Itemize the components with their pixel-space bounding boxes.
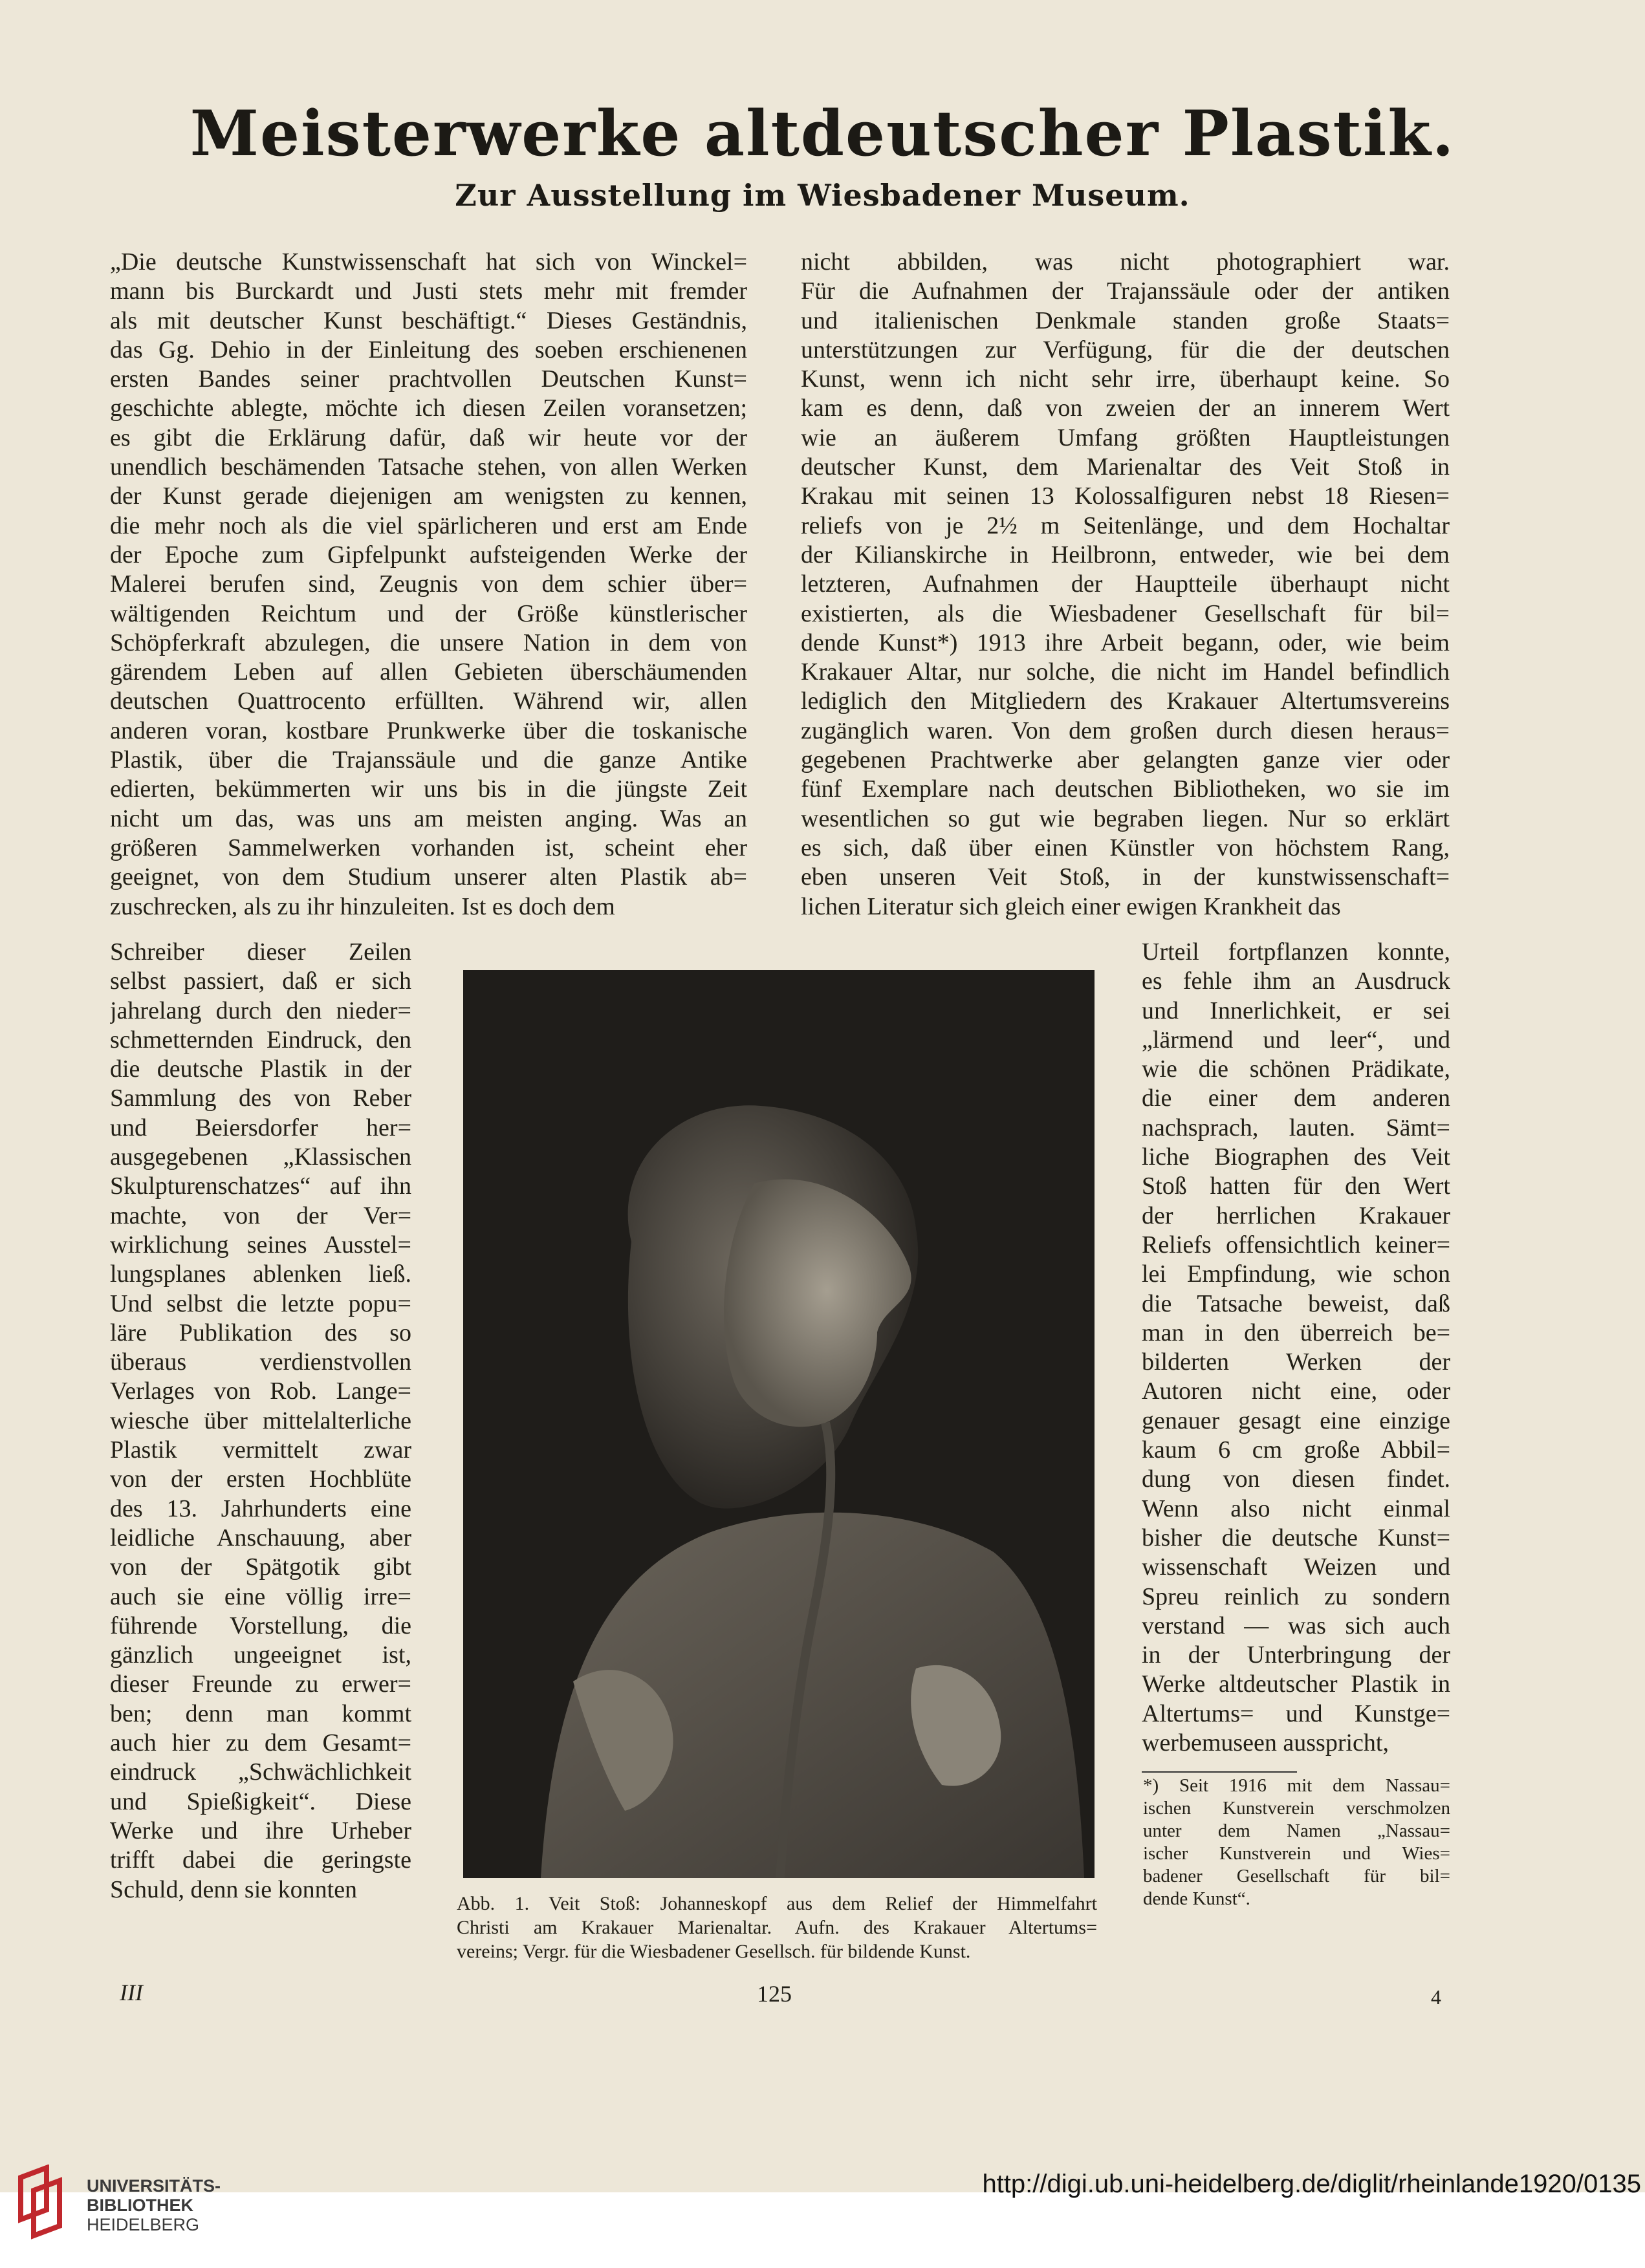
text-line: leidliche Anschauung, aber: [110, 1524, 411, 1551]
text-line: kam es denn, daß von zweien der an innerem Wert: [801, 394, 1450, 422]
text-line: geeignet, von dem Studium unserer alten Plastik ab=: [110, 863, 747, 891]
text-line: Urteil fortpflanzen konnte,: [1142, 938, 1450, 966]
text-line: wesentlichen so gut wie begraben liegen. Nur so erklärt: [801, 805, 1450, 832]
text-line: Altertums= und Kunstge=: [1142, 1700, 1450, 1727]
article-subtitle: Zur Ausstellung im Wiesbadener Museum.: [455, 178, 1190, 213]
text-line: lei Empfindung, wie schon: [1142, 1260, 1450, 1288]
text-line: geschichte ablegte, möchte ich diesen Zeilen voransetzen;: [110, 394, 747, 422]
sculpture-photo: [463, 970, 1095, 1878]
text-line: „Die deutsche Kunstwissenschaft hat sich von Winckel=: [110, 248, 747, 275]
text-line: Christi am Krakauer Marienaltar. Aufn. des Krakauer Altertums=: [457, 1917, 1097, 1938]
university-library-logo-icon: [14, 2165, 71, 2242]
text-line: des 13. Jahrhunderts eine: [110, 1495, 411, 1522]
article-title: Meisterwerke altdeutscher Plastik.: [190, 97, 1455, 170]
text-line: Autoren nicht eine, oder: [1142, 1377, 1450, 1405]
text-line: Schuld, denn sie konnten: [110, 1875, 358, 1903]
text-line: ersten Bandes seiner prachtvollen Deutschen Kunst=: [110, 365, 747, 393]
text-line: von der Spätgotik gibt: [110, 1553, 411, 1581]
text-line: badener Gesellschaft für bil=: [1143, 1866, 1450, 1886]
library-name-line: UNIVERSITÄTS-: [87, 2176, 221, 2196]
text-line: nicht abbilden, was nicht photographiert war.: [801, 248, 1450, 275]
text-line: Reliefs offensichtlich keiner=: [1142, 1231, 1450, 1258]
text-line: edierten, bekümmerten wir uns bis in die jüngste Zeit: [110, 775, 747, 803]
text-line: dung von diesen findet.: [1142, 1465, 1450, 1493]
text-line: Krakauer Altar, nur solche, die nicht im Handel befindlich: [801, 658, 1450, 686]
text-line: Stoß hatten für den Wert: [1142, 1172, 1450, 1200]
text-line: und Beiersdorfer her=: [110, 1114, 411, 1141]
text-line: nicht um das, was uns am meisten anging. Was an: [110, 805, 747, 832]
text-line: der Kilianskirche in Heilbronn, entweder, wie bei dem: [801, 541, 1450, 568]
text-line: gegebenen Prachtwerke aber gelangten ganze vier oder: [801, 746, 1450, 774]
text-line: wältigenden Reichtum und der Größe künstlerischer: [110, 599, 747, 627]
sheet-number: 4: [1431, 1985, 1441, 2009]
text-line: es fehle ihm an Ausdruck: [1142, 967, 1450, 995]
text-line: werbemuseen ausspricht,: [1142, 1729, 1389, 1757]
text-line: der Kunst gerade diejenigen am wenigsten zu kennen,: [110, 482, 747, 510]
text-line: deutschen Quattrocento erfüllten. Während wir, allen: [110, 687, 747, 715]
text-line: vereins; Vergr. für die Wiesbadener Gesellsch. für bildende Kunst.: [457, 1941, 971, 1962]
text-line: wie an äußerem Umfang größten Hauptleistungen: [801, 424, 1450, 451]
text-line: deutscher Kunst, dem Marienaltar des Veit Stoß in: [801, 453, 1450, 481]
text-line: eben unseren Veit Stoß, in der kunstwissenschaft=: [801, 863, 1450, 891]
footnote: [1143, 1775, 1450, 1910]
text-line: ausgegebenen „Klassischen: [110, 1143, 411, 1171]
text-line: unendlich beschämenden Tatsache stehen, von allen Werken: [110, 453, 747, 481]
left-column-narrow: [110, 938, 411, 1905]
text-line: Plastik, über die Trajanssäule und die ganze Antike: [110, 746, 747, 774]
text-line: zugänglich waren. Von dem großen durch diesen heraus=: [801, 717, 1450, 744]
text-line: letzteren, Aufnahmen der Hauptteile überhaupt nicht: [801, 570, 1450, 598]
source-url-link[interactable]: http://digi.ub.uni-heidelberg.de/diglit/rheinlande1920/0135: [982, 2170, 1641, 2198]
text-line: schmetternden Eindruck, den: [110, 1026, 411, 1053]
text-line: ischen Kunstverein verschmolzen: [1143, 1798, 1450, 1819]
text-line: lungsplanes ablenken ließ.: [110, 1260, 411, 1288]
text-line: genauer gesagt eine einzige: [1142, 1407, 1450, 1434]
page-number: 125: [757, 1981, 792, 2007]
text-line: Wenn also nicht einmal: [1142, 1495, 1450, 1522]
text-line: bilderten Werken der: [1142, 1348, 1450, 1376]
text-line: ben; denn man kommt: [110, 1700, 411, 1727]
text-line: wirklichung seines Ausstel=: [110, 1231, 411, 1258]
text-line: anderen voran, kostbare Prunkwerke über die toskanische: [110, 717, 747, 744]
text-line: Krakau mit seinen 13 Kolossalfiguren nebst 18 Riesen=: [801, 482, 1450, 510]
text-line: Skulpturenschatzes“ auf ihn: [110, 1172, 411, 1200]
text-line: läre Publikation des so: [110, 1319, 411, 1346]
text-line: und Innerlichkeit, er sei: [1142, 997, 1450, 1024]
text-line: dende Kunst“.: [1143, 1888, 1250, 1909]
text-line: auch sie eine völlig irre=: [110, 1582, 411, 1610]
library-name-line: HEIDELBERG: [87, 2215, 200, 2234]
text-line: „lärmend und leer“, und: [1142, 1026, 1450, 1053]
text-line: auch hier zu dem Gesamt=: [110, 1729, 411, 1757]
text-line: der herrlichen Krakauer: [1142, 1202, 1450, 1229]
text-line: der Epoche zum Gipfelpunkt aufsteigenden Werke der: [110, 541, 747, 568]
text-line: jahrelang durch den nieder=: [110, 997, 411, 1024]
text-line: unterstützungen zur Verfügung, für die der deutschen: [801, 336, 1450, 363]
text-line: führende Vorstellung, die: [110, 1612, 411, 1639]
right-column-top: [801, 248, 1450, 922]
text-line: ischer Kunstverein und Wies=: [1143, 1843, 1450, 1864]
right-column-narrow: [1142, 938, 1450, 1758]
sculpture-head-image: [463, 970, 1095, 1878]
library-name-line: BIBLIOTHEK: [87, 2196, 193, 2215]
text-line: machte, von der Ver=: [110, 1202, 411, 1229]
text-line: mann bis Burckardt und Justi stets mehr mit fremder: [110, 277, 747, 305]
text-line: existierten, als die Wiesbadener Gesellschaft für bil=: [801, 599, 1450, 627]
footnote-rule: [1142, 1771, 1297, 1773]
text-line: Werke altdeutscher Plastik in: [1142, 1670, 1450, 1698]
footer-bar: [0, 2192, 1645, 2268]
text-line: selbst passiert, daß er sich: [110, 967, 411, 995]
text-line: lichen Literatur sich gleich einer ewigen Krankheit das: [801, 892, 1341, 920]
text-line: die mehr noch als die viel spärlicheren und erst am Ende: [110, 512, 747, 539]
text-line: Und selbst die letzte popu=: [110, 1290, 411, 1317]
text-line: es gibt die Erklärung dafür, daß wir heute vor der: [110, 424, 747, 451]
text-line: eindruck „Schwächlichkeit: [110, 1758, 411, 1786]
text-line: verstand — was sich auch: [1142, 1612, 1450, 1639]
text-line: Kunst, wenn ich nicht sehr irre, überhaupt keine. So: [801, 365, 1450, 393]
text-line: als mit deutscher Kunst beschäftigt.“ Dieses Geständnis,: [110, 307, 747, 334]
text-line: in der Unterbringung der: [1142, 1641, 1450, 1669]
text-line: reliefs von je 2½ m Seitenlänge, und dem Hochaltar: [801, 512, 1450, 539]
text-line: überaus verdienstvollen: [110, 1348, 411, 1376]
text-line: wie die schönen Prädikate,: [1142, 1055, 1450, 1083]
text-line: gänzlich ungeeignet ist,: [110, 1641, 411, 1669]
text-line: und Spießigkeit“. Diese: [110, 1787, 411, 1815]
text-line: nachsprach, lauten. Sämt=: [1142, 1114, 1450, 1141]
text-line: gärendem Leben auf allen Gebieten überschäumenden: [110, 658, 747, 686]
text-line: die Tatsache beweist, daß: [1142, 1290, 1450, 1317]
text-line: Spreu reinlich zu sondern: [1142, 1582, 1450, 1610]
library-name: [87, 2176, 221, 2234]
text-line: Schreiber dieser Zeilen: [110, 938, 411, 966]
text-line: Plastik vermittelt zwar: [110, 1436, 411, 1464]
text-line: wissenschaft Weizen und: [1142, 1553, 1450, 1581]
text-line: Schöpferkraft abzulegen, die unsere Nation in dem von: [110, 629, 747, 656]
text-line: kaum 6 cm große Abbil=: [1142, 1436, 1450, 1464]
figure-caption: [457, 1892, 1097, 1963]
text-line: größeren Sammelwerken vorhanden ist, scheint eher: [110, 834, 747, 861]
text-line: von der ersten Hochblüte: [110, 1465, 411, 1493]
text-line: liche Biographen des Veit: [1142, 1143, 1450, 1171]
text-line: lediglich den Mitgliedern des Krakauer Altertumsvereins: [801, 687, 1450, 715]
text-line: dieser Freunde zu erwer=: [110, 1670, 411, 1698]
text-line: bisher die deutsche Kunst=: [1142, 1524, 1450, 1551]
text-line: und italienischen Denkmale standen große Staats=: [801, 307, 1450, 334]
text-line: Abb. 1. Veit Stoß: Johanneskopf aus dem Relief der Himmelfahrt: [457, 1893, 1097, 1914]
text-line: *) Seit 1916 mit dem Nassau=: [1143, 1775, 1450, 1796]
text-line: Werke und ihre Urheber: [110, 1817, 411, 1844]
text-line: das Gg. Dehio in der Einleitung des soeben erschienenen: [110, 336, 747, 363]
text-line: Für die Aufnahmen der Trajanssäule oder der antiken: [801, 277, 1450, 305]
text-line: die deutsche Plastik in der: [110, 1055, 411, 1083]
text-line: Verlages von Rob. Lange=: [110, 1377, 411, 1405]
text-line: Sammlung des von Reber: [110, 1085, 411, 1112]
text-line: die einer dem anderen: [1142, 1085, 1450, 1112]
text-line: Malerei berufen sind, Zeugnis von dem schier über=: [110, 570, 747, 598]
folio-signature: III: [120, 1980, 143, 2005]
text-line: trifft dabei die geringste: [110, 1846, 411, 1874]
text-line: es sich, daß über einen Künstler von höchstem Rang,: [801, 834, 1450, 861]
text-line: man in den überreich be=: [1142, 1319, 1450, 1346]
left-column-top: [110, 248, 747, 922]
text-line: dende Kunst*) 1913 ihre Arbeit begann, oder, wie beim: [801, 629, 1450, 656]
text-line: fünf Exemplare nach deutschen Bibliotheken, wo sie im: [801, 775, 1450, 803]
text-line: unter dem Namen „Nassau=: [1143, 1820, 1450, 1841]
text-line: wiesche über mittelalterliche: [110, 1407, 411, 1434]
text-line: zuschrecken, als zu ihr hinzuleiten. Ist es doch dem: [110, 892, 615, 920]
